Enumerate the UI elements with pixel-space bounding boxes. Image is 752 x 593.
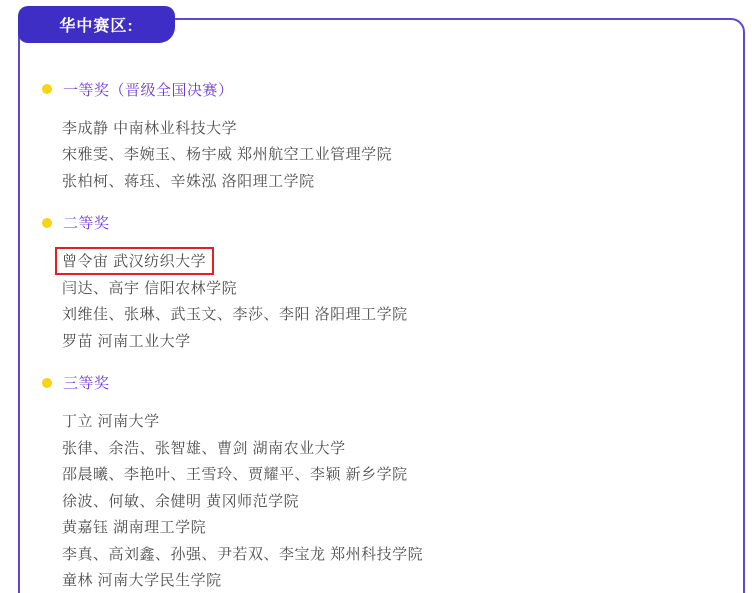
- entry-text: 闫达、高宇 信阳农林学院: [62, 279, 238, 297]
- entry: [62, 141, 723, 168]
- entry: [62, 567, 723, 593]
- ring-bullet-icon: [42, 84, 52, 94]
- entry: [62, 114, 723, 141]
- entry: [62, 274, 723, 301]
- ring-bullet-icon: [42, 378, 52, 388]
- entry-list: [62, 248, 723, 354]
- award-section-second-prize: [42, 212, 723, 354]
- entry: [62, 167, 723, 194]
- entry: [62, 301, 723, 328]
- entry-list: [62, 114, 723, 194]
- entry-text: 张律、余浩、张智雄、曹剑 湖南农业大学: [62, 439, 346, 457]
- section-title: 一等奖（晋级全国决赛）: [63, 81, 234, 99]
- entry: [62, 461, 723, 488]
- section-header: [42, 372, 723, 394]
- ring-bullet-icon: [42, 218, 52, 228]
- region-badge-label: 华中赛区:: [59, 18, 134, 35]
- entry-text: 李真、高刘鑫、孙强、尹若双、李宝龙 郑州科技学院: [62, 545, 424, 563]
- highlight-red-box: 曾令宙 武汉纺织大学: [55, 247, 214, 275]
- entry-text: 黄嘉钰 湖南理工学院: [62, 519, 207, 537]
- entry: [62, 540, 723, 567]
- award-sections: [42, 78, 723, 593]
- section-header: [42, 78, 723, 100]
- section-title: 三等奖: [63, 375, 110, 392]
- entry-text: 李成静 中南林业科技大学: [62, 119, 238, 137]
- section-title: 二等奖: [63, 215, 110, 232]
- entry: [62, 514, 723, 541]
- entry-text: 张柏柯、蒋珏、辛姝泓 洛阳理工学院: [62, 172, 315, 190]
- entry-text: 童林 河南大学民生学院: [62, 572, 222, 590]
- entry-text: 邵晨曦、李艳叶、王雪玲、贾耀平、李颖 新乡学院: [62, 466, 408, 484]
- entry-text: 刘维佳、张琳、武玉文、李莎、李阳 洛阳理工学院: [62, 306, 408, 324]
- entry-text: 宋雅雯、李婉玉、杨宇威 郑州航空工业管理学院: [62, 146, 393, 164]
- entry-list: [62, 408, 723, 593]
- region-panel: [18, 18, 745, 593]
- region-badge: [18, 6, 175, 43]
- entry-highlighted: [62, 248, 723, 275]
- entry: [62, 487, 723, 514]
- entry: [62, 434, 723, 461]
- entry-text: 丁立 河南大学: [62, 413, 160, 431]
- entry-text: 罗苗 河南工业大学: [62, 332, 191, 350]
- entry: [62, 408, 723, 435]
- award-section-first-prize: [42, 78, 723, 194]
- award-section-third-prize: [42, 372, 723, 593]
- entry-text: 徐波、何敏、余健明 黄冈师范学院: [62, 492, 300, 510]
- entry: [62, 327, 723, 354]
- section-header: [42, 212, 723, 234]
